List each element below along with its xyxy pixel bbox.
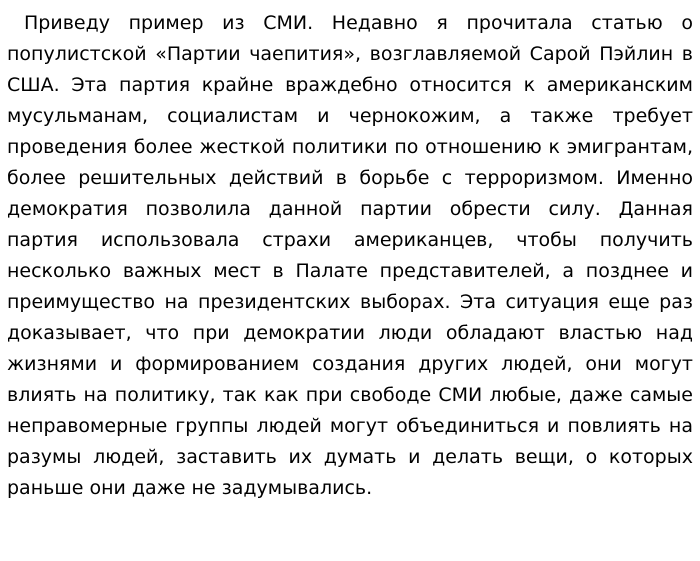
- body-paragraph: Приведу пример из СМИ. Недавно я прочитала статью о популистской «Партии чаепития», возглавляемой Сарой Пэйлин в США. Эта партия крайне враждебно относится к американским мусульманам, социалистам и чернокожим, а также требует проведения более жесткой политики по отношению к эмигрантам, более решительных действий в борьбе с терроризмом. Именно демократия позволила данной партии обрести силу. Данная партия использовала страхи американцев, чтобы получить несколько важных мест в Палате представителей, а позднее и преимущество на президентских выборах. Эта ситуация еще раз доказывает, что при демократии люди обладают властью над жизнями и формированием создания других людей, они могут влиять на политику, так как при свободе СМИ любые, даже самые неправомерные группы людей могут объединиться и повлиять на разумы людей, заставить их думать и делать вещи, о которых раньше они даже не задумывались.: [7, 12, 693, 499]
- document-body: [7, 8, 693, 504]
